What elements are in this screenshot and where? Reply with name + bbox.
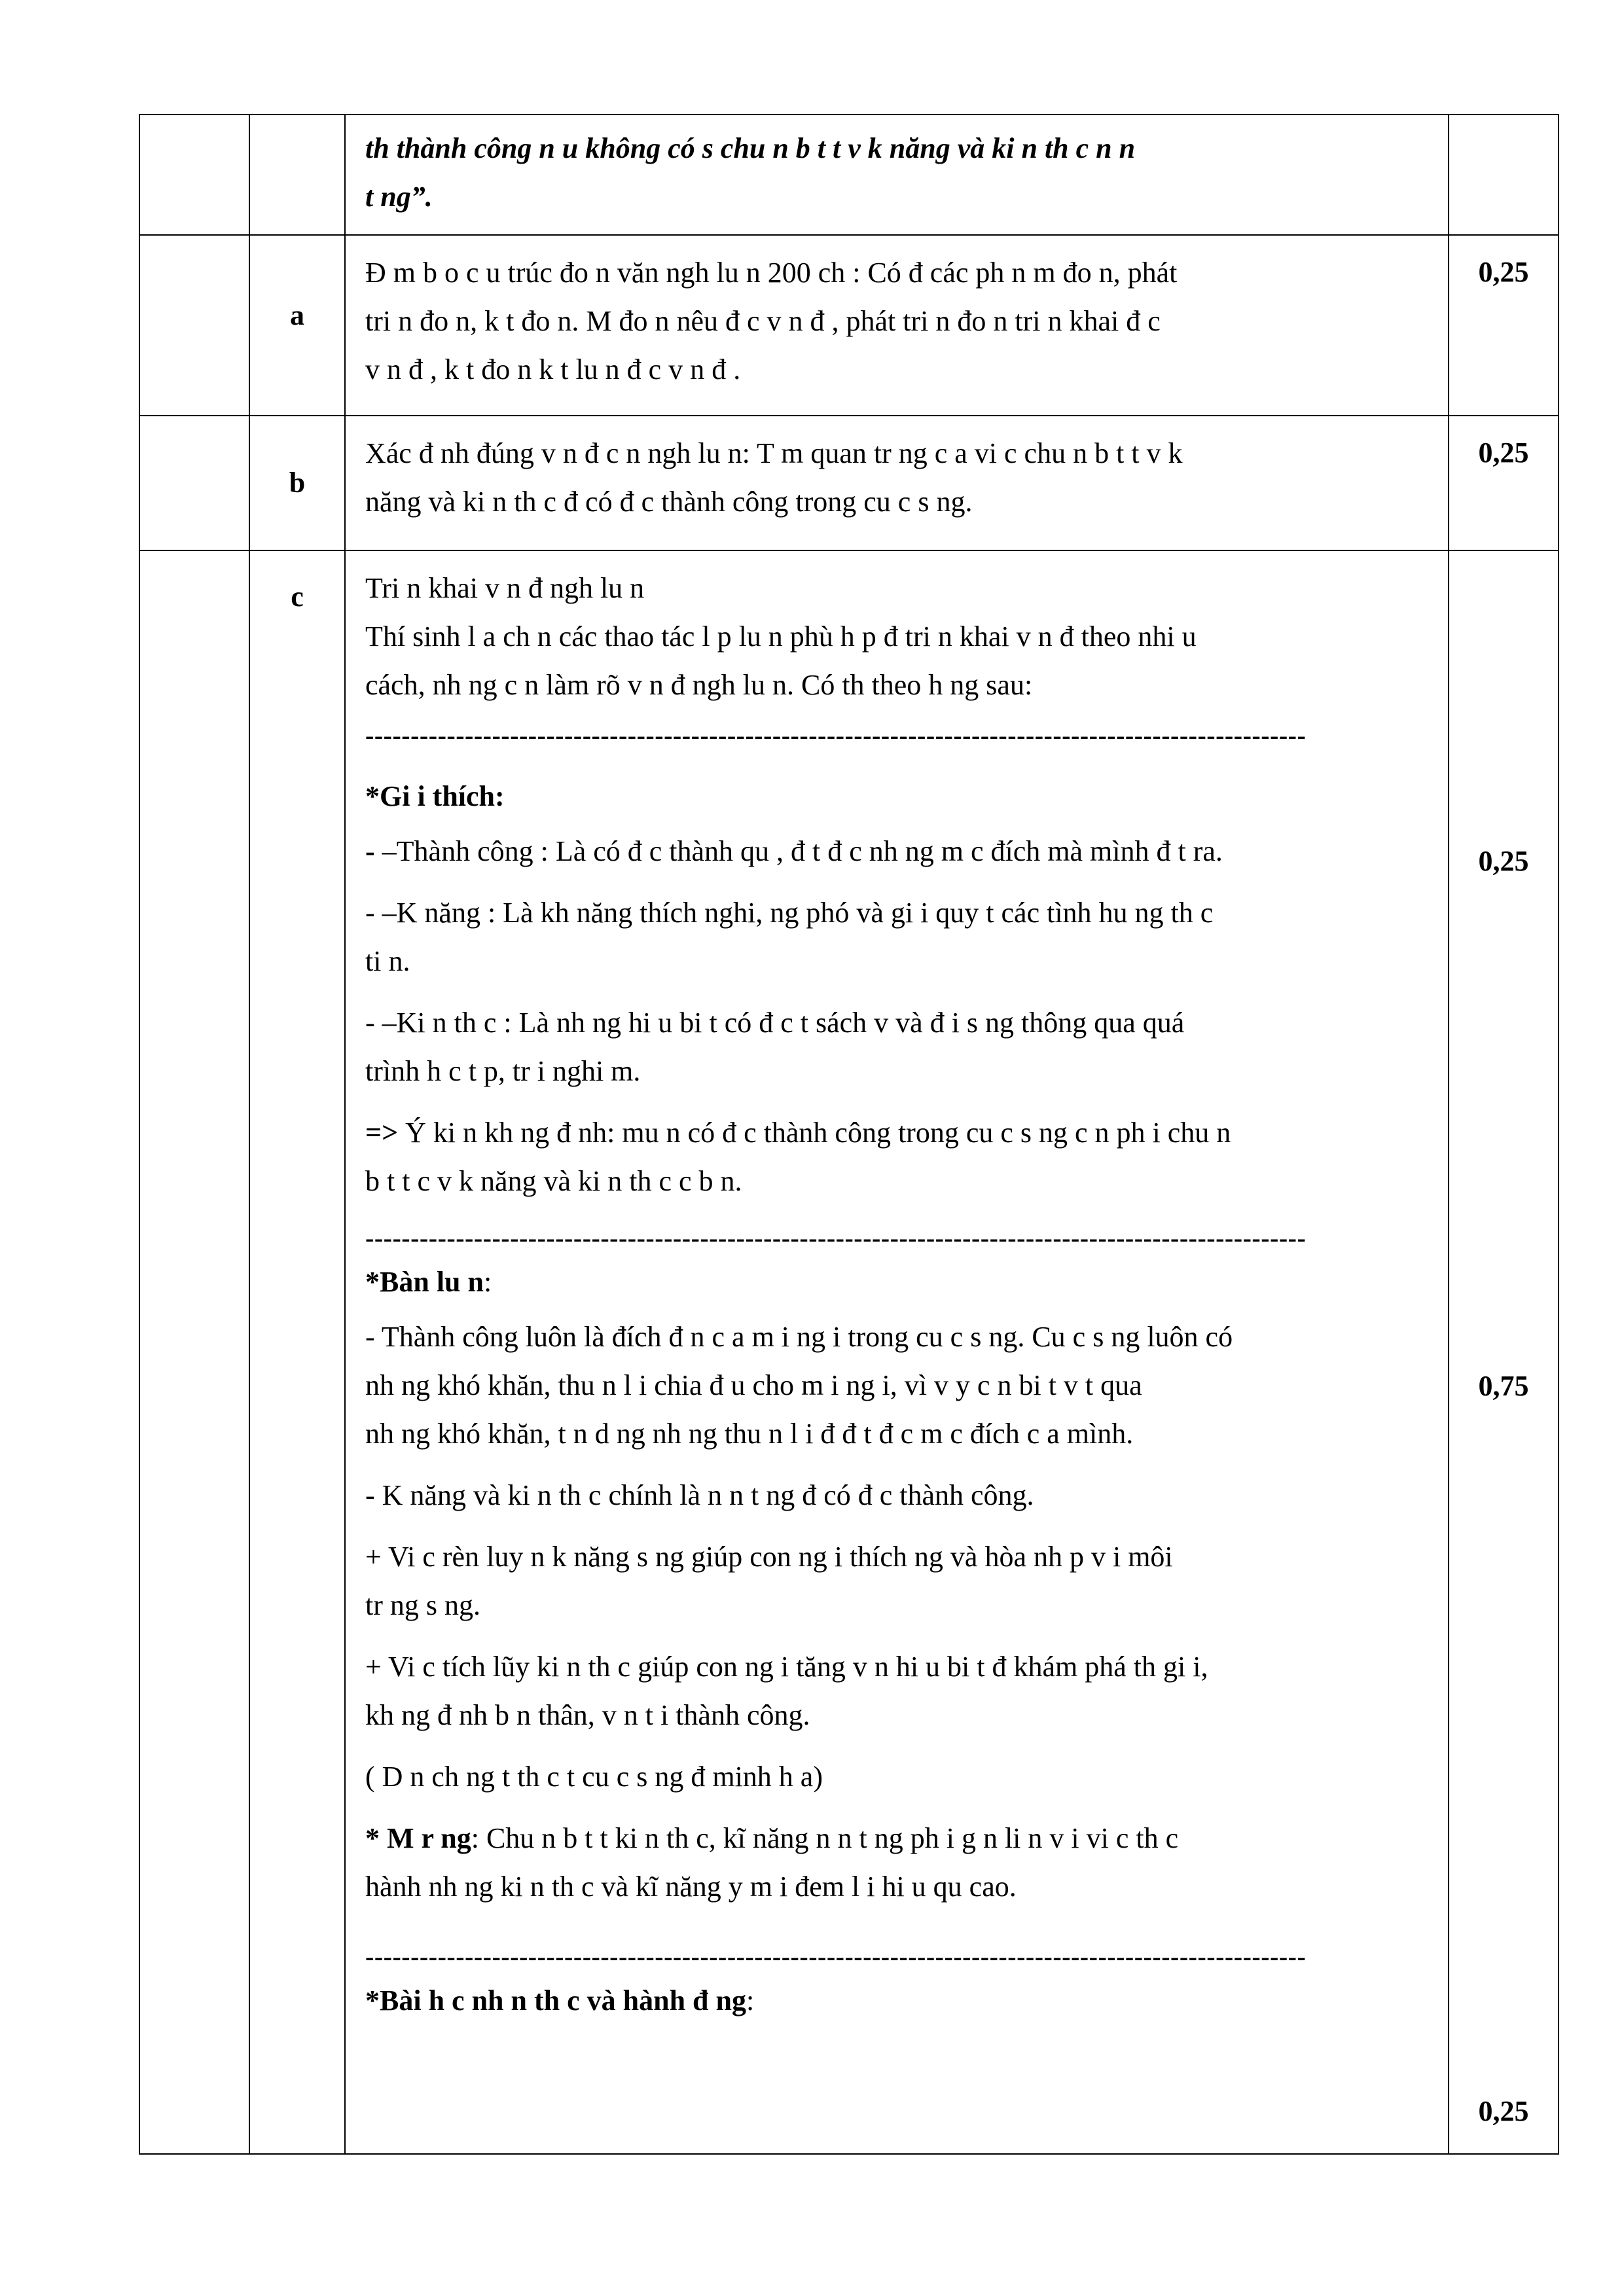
explain-line-1: [365, 827, 1428, 876]
discuss-title: *Bàn lu n: [365, 1266, 484, 1298]
intro-line-1: Thí sinh l a ch n các thao tác l p lu n phù h p đ tri n khai v n đ theo nhi u: [365, 620, 1197, 653]
row-label-c: [249, 550, 345, 2154]
explain-line-3b: trình h c t p, tr i nghi m.: [365, 1055, 641, 1087]
table-row-b: [139, 416, 1559, 550]
discuss-p3a: + Vi c rèn luy n k năng s ng giúp con ng i thích ng và hòa nh p v i môi: [365, 1541, 1173, 1573]
table-row-c: [139, 550, 1559, 2154]
score-cell-c: [1449, 550, 1559, 2154]
row-label-b: [249, 416, 345, 550]
discuss-title-tail: :: [483, 1266, 492, 1298]
explain-line-4a: [365, 1109, 1428, 1157]
discuss-p5: ( D n ch ng t th c t cu c s ng đ minh h a): [365, 1761, 823, 1793]
section-heading: Tri n khai v n đ ngh lu n: [365, 572, 645, 604]
discuss-title-line: [365, 1258, 1428, 1306]
intro-line-2: t ng”.: [365, 181, 433, 213]
row-label-a: [249, 235, 345, 416]
col-score: [1449, 115, 1559, 235]
extend-text-1: : Chu n b t t ki n th c, kĩ năng n n t ng ph i g n li n v i vi c th c: [471, 1822, 1179, 1854]
row-a-line-2: tri n đo n, k t đo n. M đo n nêu đ c v n đ , phát tri n đo n tri n khai đ c: [365, 305, 1161, 337]
col-question: [139, 550, 249, 2154]
score-cell-b: [1449, 416, 1559, 550]
col-question: [139, 115, 249, 235]
intro-line-1: th thành công n u không có s chu n b t t v k năng và ki n th c n n: [365, 132, 1136, 164]
answer-table: [139, 114, 1559, 2155]
explain-line-4b: b t t c v k năng và ki n th c c b n.: [365, 1165, 742, 1197]
row-a-line-1: Đ m b o c u trúc đo n văn ngh lu n 200 ch : Có đ các ph n m đo n, phát: [365, 257, 1178, 289]
lesson-title: *Bài h c nh n th c và hành đ ng: [365, 1984, 746, 2017]
col-content: [345, 416, 1449, 550]
discuss-p2: - K năng và ki n th c chính là n n t ng đ có đ c thành công.: [365, 1479, 1034, 1511]
divider: --------------------------------------------------------------------------------------------------------: [365, 1942, 1307, 1971]
row-a-line-3: v n đ , k t đo n k t lu n đ c v n đ .: [365, 353, 741, 386]
col-content: [345, 115, 1449, 235]
discuss-p1a: - Thành công luôn là đích đ n c a m i ng i trong cu c s ng. Cu c s ng luôn có: [365, 1321, 1233, 1353]
score-cell-a: [1449, 235, 1559, 416]
score-discuss: 0,75: [1478, 1370, 1529, 1402]
explain-line-1-text: –Thành công : Là có đ c thành qu , đ t đ c nh ng m c đích mà mình đ t ra.: [382, 835, 1223, 867]
discuss-p1c: nh ng khó khăn, t n d ng nh ng thu n l i đ đ t đ c m c đích c a mình.: [365, 1418, 1134, 1450]
lesson-title-line: [365, 1977, 1428, 2025]
discuss-p4b: kh ng đ nh b n thân, v n t i thành công.: [365, 1699, 810, 1731]
score-b: 0,25: [1478, 437, 1529, 469]
explain-line-2b: ti n.: [365, 945, 410, 977]
score-lesson: 0,25: [1478, 2095, 1529, 2127]
intro-line-2: cách, nh ng c n làm rõ v n đ ngh lu n. Có th theo h ng sau:: [365, 669, 1033, 701]
lesson-title-tail: :: [746, 1984, 755, 2017]
row-label-b-text: b: [289, 467, 306, 499]
explain-line-3a: - –Ki n th c : Là nh ng hi u bi t có đ c t sách v và đ i s ng thông qua quá: [365, 1007, 1185, 1039]
score-a: 0,25: [1478, 256, 1529, 288]
explain-line-4-arrow: =>: [365, 1117, 406, 1149]
row-label-a-text: a: [290, 299, 304, 331]
discuss-p3b: tr ng s ng.: [365, 1589, 480, 1621]
divider: --------------------------------------------------------------------------------------------------------: [365, 721, 1307, 750]
extend-line-1: [365, 1814, 1428, 1863]
table-row-intro: [139, 115, 1559, 235]
col-label: [249, 115, 345, 235]
explain-title: *Gi i thích:: [365, 780, 505, 812]
explain-line-4-text: Ý ki n kh ng đ nh: mu n có đ c thành công trong cu c s ng c n ph i chu n: [405, 1117, 1231, 1149]
divider: --------------------------------------------------------------------------------------------------------: [365, 1223, 1307, 1253]
explain-line-1-prefix: -: [365, 835, 382, 867]
discuss-p4a: + Vi c tích lũy ki n th c giúp con ng i tăng v n hi u bi t đ khám phá th gi i,: [365, 1651, 1208, 1683]
row-b-line-2: năng và ki n th c đ có đ c thành công trong cu c s ng.: [365, 486, 973, 518]
row-label-c-text: c: [291, 581, 304, 613]
score-explain: 0,25: [1478, 845, 1529, 877]
col-content: [345, 550, 1449, 2154]
extend-title: * M r ng: [365, 1822, 471, 1854]
col-question: [139, 416, 249, 550]
col-content: [345, 235, 1449, 416]
col-question: [139, 235, 249, 416]
row-b-line-1: Xác đ nh đúng v n đ c n ngh lu n: T m quan tr ng c a vi c chu n b t t v k: [365, 437, 1183, 469]
table-row-a: [139, 235, 1559, 416]
explain-line-2a: - –K năng : Là kh năng thích nghi, ng phó và gi i quy t các tình hu ng th c: [365, 897, 1214, 929]
discuss-p1b: nh ng khó khăn, thu n l i chia đ u cho m i ng i, vì v y c n bi t v t qua: [365, 1369, 1142, 1401]
extend-line-2: hành nh ng ki n th c và kĩ năng y m i đem l i hi u qu cao.: [365, 1871, 1017, 1903]
